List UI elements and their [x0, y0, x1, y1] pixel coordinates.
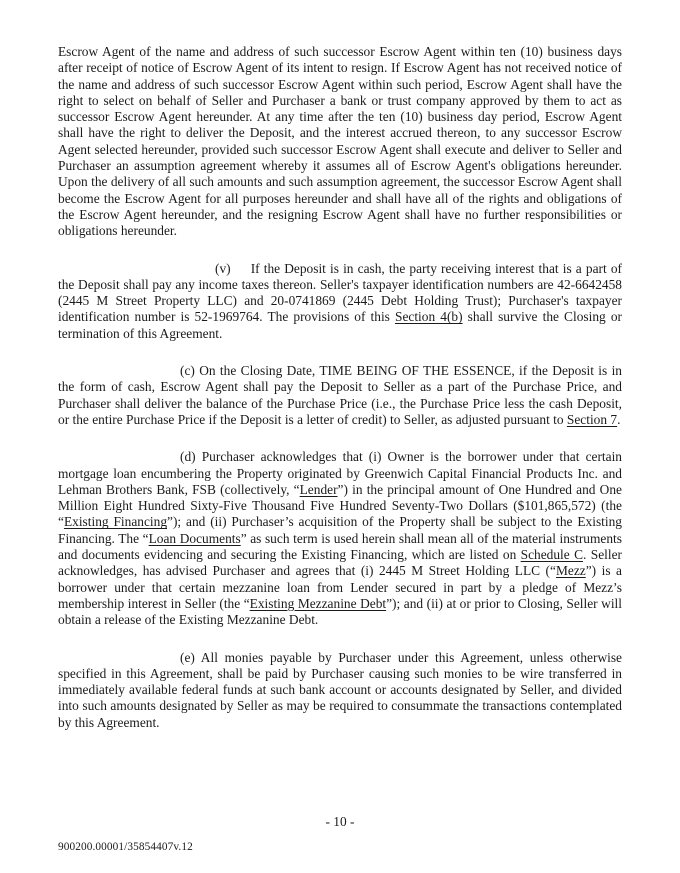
paragraph-clause-d	[58, 449, 622, 628]
text-run: shall survive the Closing or termination of this Agreement.	[58, 309, 622, 341]
underlined-term: Mezz	[555, 563, 586, 579]
underlined-term: Section 7	[566, 411, 618, 427]
text-run: (e) All monies payable by Purchaser under this Agreement, unless otherwise specified in this Agreement, shall be paid by Purchaser causing such monies to be wire transferred in immediately available federal funds at such bank account or accounts designated by Seller, and divided into such amounts designated by Seller as may be required to consummate the transactions contemplated by this Agreement.	[58, 649, 622, 730]
paragraph-clause-c	[58, 363, 622, 428]
text-run: . Seller acknowledges, has advised Purchaser and agrees that (i) 2445 M Street Holding LLC (“	[58, 547, 622, 579]
underlined-term: Existing Mezzanine Debt	[249, 595, 387, 611]
underlined-term: Section 4(b)	[395, 309, 463, 325]
text-run: (v) If the Deposit is in cash, the party receiving interest that is a part of the Deposit shall pay any income taxes thereon. Seller's taxpayer identification numbers are 42-6642458 (2445 M Street Property LLC) and 20-0741869 (2445 Debt Holding Trust); Purchaser's taxpayer identification number is 52-1969764. The provisions of this	[58, 260, 622, 325]
body-text-block	[58, 44, 622, 731]
text-run: ”); and (ii) at or prior to Closing, Seller will obtain a release of the Existing Mezzanine Debt.	[58, 595, 622, 628]
underlined-term: Loan Documents	[148, 530, 241, 546]
text-run: ” as such term is used herein shall mean all of the material instruments and documents evidencing and securing the Existing Financing, which are listed on	[58, 530, 622, 563]
paragraph-continuation	[58, 44, 622, 240]
text-run: (d) Purchaser acknowledges that (i) Owner is the borrower under that certain mortgage loan encumbering the Property originated by Greenwich Capital Financial Products Inc. and Lehman Brothers Bank, FSB (collectively, “	[58, 449, 622, 497]
text-run: ”) in the principal amount of One Hundred and One Million Eight Hundred Sixty-Five Thousand Five Hundred Seventy-Two Dollars ($101,865,572) (the “	[58, 481, 622, 530]
paragraph-clause-e	[58, 650, 622, 731]
paragraph-clause-v	[58, 261, 622, 342]
text-run: ”); and (ii) Purchaser’s acquisition of the Property shall be subject to the Existing Financing. The “	[58, 514, 622, 546]
text-run: .	[617, 411, 621, 427]
underlined-term: Lender	[299, 481, 338, 497]
text-run: ”) is a borrower under that certain mezzanine loan from Lender secured in part by a pledge of Mezz’s membership interest in Seller (the “	[58, 563, 622, 611]
underlined-term: Schedule C	[520, 547, 584, 563]
underlined-term: Existing Financing	[63, 514, 168, 530]
text-run: Escrow Agent of the name and address of such successor Escrow Agent within ten (10) business days after receipt of notice of Escrow Agent of its intent to resign. If Escrow Agent has not received notice of the name and address of such successor Escrow Agent within such period, Escrow Agent shall have the right to select on behalf of Seller and Purchaser a bank or trust company approved by them to act as successor Escrow Agent hereunder. At any time after the ten (10) business day period, Escrow Agent shall have the right to deliver the Deposit, and the interest accrued thereon, to any successor Escrow Agent selected hereunder, provided such successor Escrow Agent shall execute and deliver to Seller and Purchaser an assumption agreement whereby it assumes all of Escrow Agent's obligations hereunder. Upon the delivery of all such amounts and such assumption agreement, the successor Escrow Agent shall become the Escrow Agent for all purposes hereunder and shall have all of the rights and obligations of the Escrow Agent hereunder, and the resigning Escrow Agent shall have no further responsibilities or obligations hereunder.	[58, 44, 622, 239]
text-run: (c) On the Closing Date, TIME BEING OF THE ESSENCE, if the Deposit is in the form of cash, Escrow Agent shall pay the Deposit to Seller as a part of the Purchase Price, and Purchaser shall deliver the balance of the Purchase Price (i.e., the Purchase Price less the cash Deposit, or the entire Purchase Price if the Deposit is a letter of credit) to Seller, as adjusted pursuant to	[58, 363, 622, 427]
page-number: - 10 -	[325, 814, 355, 829]
footer-reference: 900200.00001/35854407v.12	[58, 841, 193, 853]
